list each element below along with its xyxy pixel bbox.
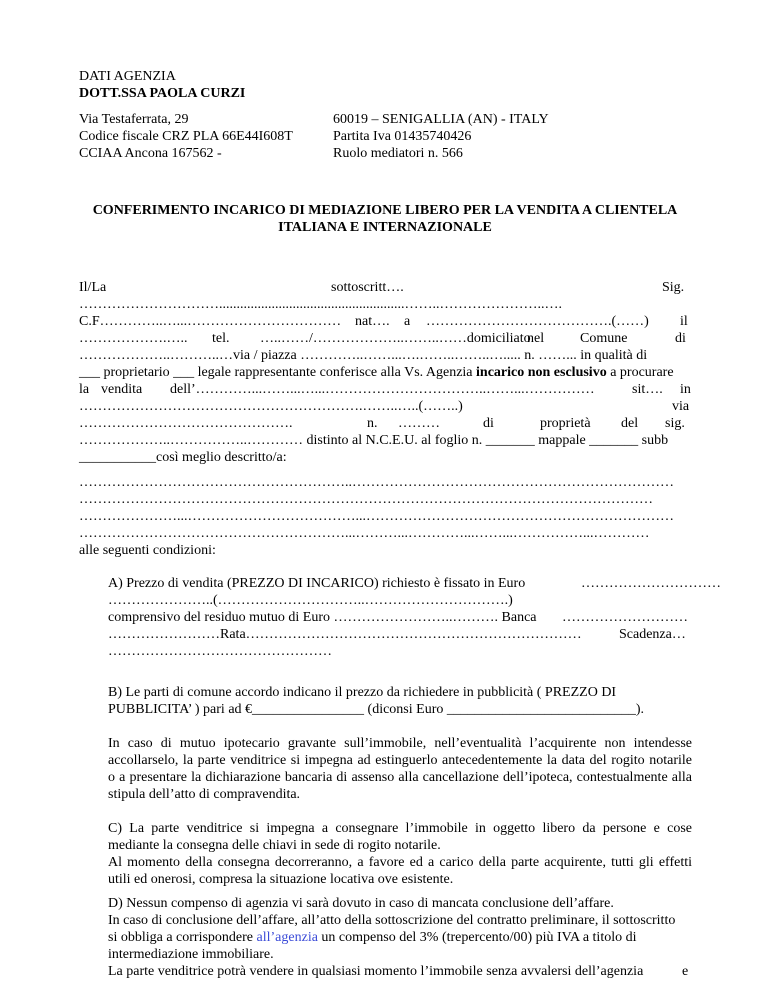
form-label-in: in — [680, 382, 691, 397]
section-d-line-1: D) Nessun compenso di agenzia vi sarà dovuto in caso di mancata conclusione dell’affare. — [108, 896, 614, 911]
form-label-vendita: vendita — [101, 382, 143, 397]
section-a-bank-blank: ……………………… — [562, 610, 688, 625]
form-label-il: il — [680, 314, 688, 329]
document-title-line-1: CONFERIMENTO INCARICO DI MEDIAZIONE LIBERO PER LA VENDITA A CLIENTELA — [92, 203, 678, 218]
form-label-sottoscritto: sottoscritt…. — [331, 280, 404, 295]
document-title-line-2: ITALIANA E INTERNAZIONALE — [278, 220, 492, 235]
form-number-blank: ……… — [398, 416, 440, 431]
form-description-blank-1: …………………………………………………..…………………………………………………………… — [79, 475, 674, 490]
form-label-comune: Comune — [580, 331, 628, 346]
agency-cciaa: CCIAA Ancona 167562 - — [79, 146, 222, 161]
section-d-line-3-end: un compenso del 3% (trepercento/00) più IVA a titolo di — [317, 930, 637, 945]
mortgage-line-4: stipula dell’atto di compravendita. — [108, 787, 301, 802]
form-role-text: ___ proprietario ___ legale rappresentante conferisce alla Vs. Agenzia — [79, 365, 477, 380]
form-description-label: ___________così meglio descritto/a: — [79, 450, 287, 465]
section-d-line-4: intermediazione immobiliare. — [108, 947, 274, 962]
form-label-sito: sit…. — [632, 382, 663, 397]
form-label-proprieta: proprietà — [540, 416, 591, 431]
mortgage-line-2: accollarselo, la parte venditrice si impegna ad estinguerlo antecedentemente la data del rogito notarile — [108, 753, 692, 768]
form-mandate-type: incarico non esclusivo — [476, 365, 607, 380]
agency-link[interactable]: all’agenzia — [256, 930, 318, 945]
agency-name: DOTT.SSA PAOLA CURZI — [79, 86, 246, 101]
section-d-line-3-start: si obbliga a corrispondere — [108, 930, 257, 945]
form-phone-blank: …..……/………………..……..……domiciliato — [260, 331, 531, 346]
form-label-nato: nat…. — [355, 314, 390, 329]
form-location-blank: …………………………………………………….……..…..(……..) — [79, 399, 463, 414]
section-c-line-3: Al momento della consegna decorreranno, a favore ed a carico della parte acquirente, tutti gli effetti — [108, 855, 692, 870]
form-label-sig-2: sig. — [665, 416, 685, 431]
agency-city: 60019 – SENIGALLIA (AN) - ITALY — [333, 112, 549, 127]
agency-vat: Partita Iva 01435740426 — [333, 129, 472, 144]
agency-heading: DATI AGENZIA — [79, 69, 176, 84]
section-c-line-2: mediante la consegna delle chiavi in sede di rogito notarile. — [108, 838, 441, 853]
form-description-blank-2: …………………………………………………………………………………………………………… — [79, 492, 653, 507]
section-a-line-1: A) Prezzo di vendita (PREZZO DI INCARICO) richiesto è fissato in Euro — [108, 576, 526, 591]
form-label-di: di — [675, 331, 686, 346]
form-label-del: del — [621, 416, 639, 431]
section-d-line-5: La parte venditrice potrà vendere in qualsiasi momento l’immobile senza avvalersi dell’agenzia — [108, 964, 644, 979]
form-label-di-2: di — [483, 416, 494, 431]
form-label-sig: Sig. — [662, 280, 685, 295]
form-description-blank-3: …………………...………………………………...………………………………………………………… — [79, 509, 674, 524]
form-role-text-end: a procurare — [606, 365, 674, 380]
form-conditions-label: alle seguenti condizioni: — [79, 543, 216, 558]
section-d-line-2: In caso di conclusione dell’affare, all’atto della sottoscrizione del contratto preliminare, il sottoscritto — [108, 913, 676, 928]
section-a-line-3: comprensivo del residuo mutuo di Euro ……………………..………. Banca — [108, 610, 537, 625]
section-a-label-scadenza: Scadenza… — [619, 627, 686, 642]
form-label-tel: tel. — [212, 331, 230, 346]
form-property-blank: dell’…………...……...…...……………………………..……...…………… — [170, 382, 595, 397]
section-a-line-5: ………………………………………… — [108, 644, 332, 659]
form-street-blank: ………………………………………. — [79, 416, 293, 431]
form-label-a: a — [404, 314, 411, 329]
form-role-line — [79, 364, 674, 381]
section-c-line-1: C) La parte venditrice si impegna a consegnare l’immobile in oggetto libero da persone e cose — [108, 821, 692, 836]
form-cf-blank: C.F…………..…...…………………………… — [79, 314, 342, 329]
form-name-blank: ………………………….....................................................……..…………………..…. — [79, 297, 562, 312]
agency-address: Via Testaferrata, 29 — [79, 112, 189, 127]
mortgage-line-1: In caso di mutuo ipotecario gravante sull’immobile, nell’eventualità l’acquirente non intendesse — [108, 736, 692, 751]
form-label-via: via — [672, 399, 690, 414]
section-d-line-3 — [108, 929, 636, 946]
section-a-line-2: …………………..(…………………………..………………………….) — [108, 593, 513, 608]
form-label-nel: nel — [527, 331, 545, 346]
section-b-line-2: PUBBLICITA’ ) pari ad €________________ (diconsi Euro ___________________________). — [108, 702, 645, 717]
form-description-blank-4: …………………………………………………...………...…………...……...……………...………… — [79, 526, 650, 541]
section-c-line-4: utili ed onerosi, compresa la situazione locativa ove esistente. — [108, 872, 454, 887]
form-label-il-la: Il/La — [79, 280, 107, 295]
form-birthplace-blank: ………………………………….(……) — [426, 314, 649, 329]
agency-fiscal-code: Codice fiscale CRZ PLA 66E44I608T — [79, 129, 293, 144]
form-cadastral-line: ………………..……………..………… distinto al N.C.E.U. al foglio n. _______ mappale _______ subb — [79, 433, 669, 448]
section-b-line-1: B) Le parti di comune accordo indicano il prezzo da richiedere in pubblicità ( PREZZO DI — [108, 685, 617, 700]
form-address-line: ………………..………..…via / piazza …………..……...….……..……..…..... n. ……... in qualità di — [79, 348, 648, 363]
section-a-line-4: ……………………Rata……………………………………………………………… — [108, 627, 582, 642]
form-label-n: n. — [367, 416, 378, 431]
mortgage-line-3: o a presentare la dichiarazione bancaria di assenso alla cancellazione dell’ipoteca, contestualmente alla — [108, 770, 692, 785]
form-birthdate-blank: ……………….….. — [79, 331, 188, 346]
section-d-line-5-end: e — [682, 964, 689, 979]
form-label-la: la — [79, 382, 90, 397]
agency-register: Ruolo mediatori n. 566 — [333, 146, 463, 161]
section-a-price-blank: ………………………… — [581, 576, 721, 591]
